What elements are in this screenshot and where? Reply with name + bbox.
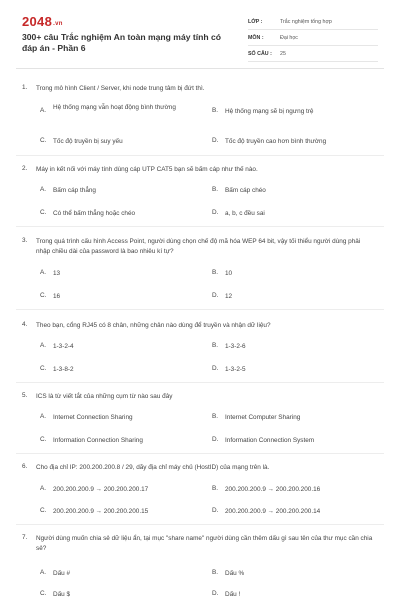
question-number: 4. xyxy=(22,321,28,328)
meta-label: SỐ CÂU : xyxy=(248,51,272,57)
option-letter: D. xyxy=(212,365,219,372)
question-text: Theo bạn, cổng RJ45 có 8 chân, những chân nào dùng để truyền và nhận dữ liệu? xyxy=(36,322,271,329)
question-divider xyxy=(16,226,384,227)
option-letter: C. xyxy=(40,365,47,372)
document-meta xyxy=(248,16,378,64)
option-letter: A. xyxy=(40,186,47,193)
option-letter: B. xyxy=(212,342,219,349)
logo-tld: .vn xyxy=(53,21,63,27)
option-text: 200.200.200.9 → 200.200.200.16 xyxy=(225,486,321,493)
option-letter: B. xyxy=(212,569,219,576)
page-header xyxy=(22,12,378,62)
option-text: Hệ thống mạng vẫn hoạt động bình thường xyxy=(53,104,176,111)
meta-row-subject xyxy=(248,32,378,46)
option-text: 10 xyxy=(225,270,233,277)
option-letter: A. xyxy=(40,269,47,276)
option-text: 1-3-8-2 xyxy=(53,366,74,373)
option-letter: D. xyxy=(212,590,219,597)
question-divider xyxy=(16,309,384,310)
option-letter: A. xyxy=(40,485,47,492)
option-text: 1-3-2-6 xyxy=(225,343,246,350)
option-letter: B. xyxy=(212,485,219,492)
option-text: Dấu ! xyxy=(225,591,241,598)
option-letter: B. xyxy=(212,413,219,420)
question-divider xyxy=(16,453,384,454)
option-letter: A. xyxy=(40,107,47,114)
option-text: a, b, c đều sai xyxy=(225,210,265,217)
question-number: 5. xyxy=(22,392,28,399)
option-letter: D. xyxy=(212,137,219,144)
question-text: Cho địa chỉ IP: 200.200.200.8 / 29, dãy địa chỉ máy chủ (HostID) của mạng trên là. xyxy=(36,464,270,471)
question-number: 6. xyxy=(22,463,28,470)
meta-value: Trắc nghiệm tổng hợp xyxy=(280,19,332,25)
option-text: Dấu # xyxy=(53,570,71,577)
option-letter: C. xyxy=(40,507,47,514)
option-text: Information Connection System xyxy=(225,437,315,444)
question-text: Trong mô hình Client / Server, khi node trung tâm bị đứt thì. xyxy=(36,85,205,92)
question-divider xyxy=(16,155,384,156)
option-text: 1-3-2-4 xyxy=(53,343,74,350)
option-letter: B. xyxy=(212,186,219,193)
option-letter: C. xyxy=(40,137,47,144)
question-divider xyxy=(16,382,384,383)
option-text: Bấm cáp thẳng xyxy=(53,187,96,194)
question-4 xyxy=(16,321,384,381)
option-letter: B. xyxy=(212,107,219,114)
site-logo[interactable] xyxy=(22,14,63,29)
question-1 xyxy=(16,84,384,154)
option-letter: A. xyxy=(40,342,47,349)
option-text: Bấm cáp chéo xyxy=(225,187,266,194)
question-text: Máy in kết nối với máy tính dùng cáp UTP CAT5 bạn sẽ bấm cáp như thế nào. xyxy=(36,166,258,173)
option-text: 16 xyxy=(53,293,61,300)
question-number: 7. xyxy=(22,534,28,541)
option-letter: C. xyxy=(40,209,47,216)
question-number: 2. xyxy=(22,165,28,172)
question-text: Trong quá trình cấu hình Access Point, người dùng chọn chế độ mã hóa WEP 64 bit, vậy tối thiểu người dùng phải nhập chiều dài của password là bao nhiêu kí tự? xyxy=(36,238,361,255)
option-text: Dấu % xyxy=(225,570,245,577)
meta-label: LỚP : xyxy=(248,19,263,25)
option-text: Có thể bấm thẳng hoặc chéo xyxy=(53,210,136,217)
option-text: 1-3-2-5 xyxy=(225,366,246,373)
question-text: Người dùng muốn chia sẻ dữ liệu ẩn, tại mục "share name" người dùng cần thêm dấu gì sau tên của thư mục cần chia sẻ? xyxy=(36,535,373,552)
option-text: Internet Connection Sharing xyxy=(53,414,133,421)
option-letter: C. xyxy=(40,292,47,299)
option-letter: B. xyxy=(212,269,219,276)
question-number: 3. xyxy=(22,237,28,244)
question-divider xyxy=(16,524,384,525)
option-text: Information Connection Sharing xyxy=(53,437,143,444)
header-divider xyxy=(16,68,384,69)
option-text: Tốc độ truyền bị suy yếu xyxy=(53,138,123,145)
question-3 xyxy=(16,237,384,307)
option-letter: D. xyxy=(212,209,219,216)
option-text: Internet Computer Sharing xyxy=(225,414,301,421)
option-letter: C. xyxy=(40,590,47,597)
logo-main: 2048 xyxy=(22,14,53,29)
option-text: 13 xyxy=(53,270,61,277)
option-letter: D. xyxy=(212,436,219,443)
option-letter: C. xyxy=(40,436,47,443)
option-text: 12 xyxy=(225,293,233,300)
question-2 xyxy=(16,165,384,225)
question-6 xyxy=(16,463,384,523)
option-text: Tốc độ truyền cao hơn bình thường xyxy=(225,138,327,145)
meta-value: 25 xyxy=(280,51,286,57)
option-letter: D. xyxy=(212,507,219,514)
question-5 xyxy=(16,392,384,452)
option-text: 200.200.200.9 → 200.200.200.17 xyxy=(53,486,149,493)
question-text: ICS là từ viết tắt của những cụm từ nào sau đây xyxy=(36,393,173,400)
option-letter: A. xyxy=(40,569,47,576)
option-text: 200.200.200.9 → 200.200.200.15 xyxy=(53,508,149,515)
meta-value: Đại học xyxy=(280,35,298,41)
question-number: 1. xyxy=(22,84,28,91)
meta-row-count xyxy=(248,48,378,62)
option-letter: D. xyxy=(212,292,219,299)
document-title: 300+ câu Trắc nghiệm An toàn mạng máy tính có đáp án - Phần 6 xyxy=(22,32,222,53)
meta-label: MÔN : xyxy=(248,35,264,41)
option-text: 200.200.200.9 → 200.200.200.14 xyxy=(225,508,321,515)
option-text: Dấu $ xyxy=(53,591,71,598)
option-letter: A. xyxy=(40,413,47,420)
question-7 xyxy=(16,534,384,598)
option-text: Hệ thống mạng sẽ bị ngưng trệ xyxy=(225,108,314,115)
meta-row-class xyxy=(248,16,378,30)
